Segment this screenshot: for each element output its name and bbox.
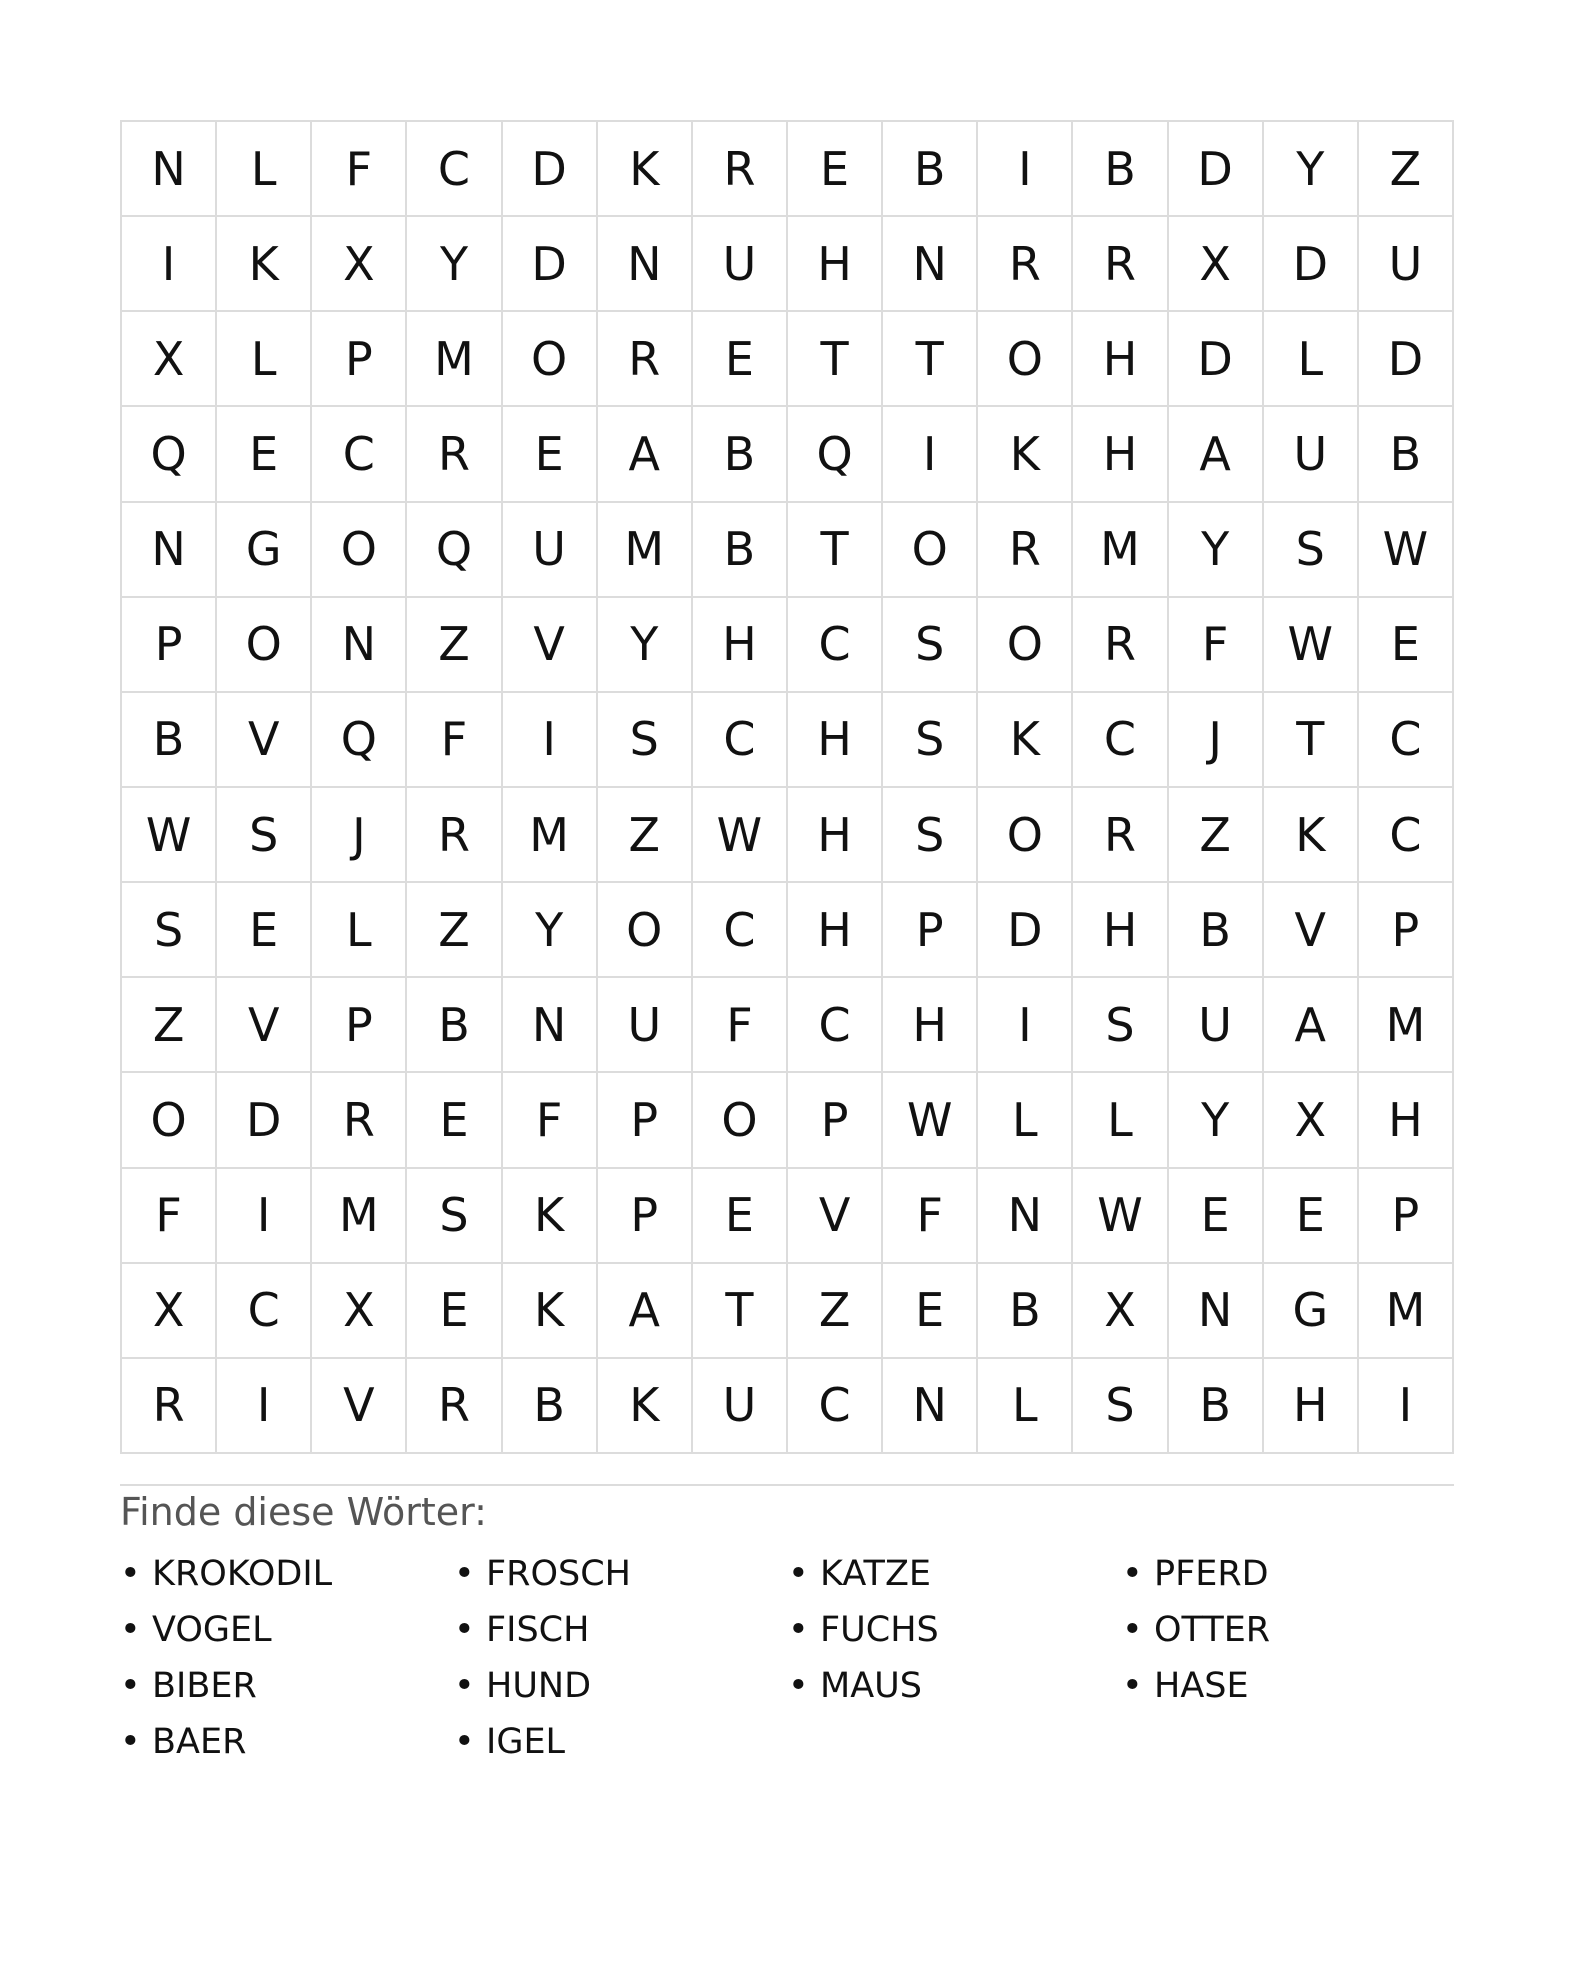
grid-cell[interactable]: H: [788, 883, 883, 978]
grid-cell[interactable]: D: [503, 217, 598, 312]
grid-cell[interactable]: D: [1264, 217, 1359, 312]
grid-cell[interactable]: X: [122, 1264, 217, 1359]
grid-cell[interactable]: I: [978, 978, 1073, 1073]
grid-cell[interactable]: B: [1169, 1359, 1264, 1454]
grid-cell[interactable]: I: [978, 122, 1073, 217]
word-list-item: [1122, 1602, 1456, 1658]
grid-cell[interactable]: U: [1359, 217, 1454, 312]
word-list-heading: Finde diese Wörter:: [120, 1490, 487, 1534]
grid-cell[interactable]: C: [788, 598, 883, 693]
grid-cell[interactable]: O: [503, 312, 598, 407]
word-list-item: [120, 1658, 454, 1714]
word-label: VOGEL: [152, 1610, 272, 1650]
word-label: IGEL: [486, 1722, 566, 1762]
grid-cell[interactable]: N: [312, 598, 407, 693]
grid-cell[interactable]: R: [1073, 217, 1168, 312]
grid-cell[interactable]: D: [503, 122, 598, 217]
grid-cell[interactable]: W: [1073, 1169, 1168, 1264]
grid-cell[interactable]: W: [122, 788, 217, 883]
grid-cell[interactable]: O: [122, 1073, 217, 1168]
grid-cell[interactable]: H: [788, 693, 883, 788]
grid-cell[interactable]: I: [1359, 1359, 1454, 1454]
grid-cell[interactable]: V: [503, 598, 598, 693]
grid-cell[interactable]: P: [788, 1073, 883, 1168]
grid-cell[interactable]: C: [217, 1264, 312, 1359]
grid-cell[interactable]: B: [978, 1264, 1073, 1359]
grid-cell[interactable]: K: [503, 1264, 598, 1359]
grid-cell[interactable]: V: [788, 1169, 883, 1264]
word-list-item: [788, 1546, 1122, 1602]
grid-cell[interactable]: Z: [598, 788, 693, 883]
word-label: PFERD: [1154, 1554, 1269, 1594]
grid-cell[interactable]: S: [883, 598, 978, 693]
grid-cell[interactable]: C: [312, 407, 407, 502]
grid-cell[interactable]: K: [598, 122, 693, 217]
word-label: FISCH: [486, 1610, 590, 1650]
grid-cell[interactable]: D: [1169, 312, 1264, 407]
grid-cell[interactable]: F: [122, 1169, 217, 1264]
grid-cell[interactable]: G: [217, 503, 312, 598]
bullet-icon: •: [788, 1554, 809, 1594]
word-list-item: [454, 1546, 788, 1602]
grid-cell[interactable]: Z: [407, 598, 502, 693]
word-list-item: [1122, 1658, 1456, 1714]
grid-cell[interactable]: V: [217, 693, 312, 788]
grid-cell[interactable]: E: [407, 1264, 502, 1359]
grid-cell[interactable]: N: [122, 503, 217, 598]
grid-cell[interactable]: Q: [407, 503, 502, 598]
grid-cell[interactable]: S: [1073, 1359, 1168, 1454]
word-list-item: [454, 1714, 788, 1770]
word-label: BAER: [152, 1722, 247, 1762]
grid-cell[interactable]: M: [1359, 1264, 1454, 1359]
grid-cell[interactable]: N: [978, 1169, 1073, 1264]
grid-cell[interactable]: R: [1073, 598, 1168, 693]
word-label: BIBER: [152, 1666, 257, 1706]
grid-cell[interactable]: O: [978, 788, 1073, 883]
bullet-icon: •: [788, 1666, 809, 1706]
word-list-item: [788, 1658, 1122, 1714]
grid-cell[interactable]: C: [693, 883, 788, 978]
grid-cell[interactable]: S: [883, 788, 978, 883]
grid-cell[interactable]: P: [1359, 883, 1454, 978]
grid-cell[interactable]: W: [1359, 503, 1454, 598]
grid-cell[interactable]: S: [883, 693, 978, 788]
grid-cell[interactable]: T: [788, 503, 883, 598]
grid-cell[interactable]: K: [978, 693, 1073, 788]
grid-cell[interactable]: O: [598, 883, 693, 978]
grid-cell[interactable]: Y: [503, 883, 598, 978]
grid-cell[interactable]: E: [217, 407, 312, 502]
word-label: MAUS: [820, 1666, 922, 1706]
grid-cell[interactable]: Y: [598, 598, 693, 693]
grid-cell[interactable]: C: [693, 693, 788, 788]
grid-cell[interactable]: U: [503, 503, 598, 598]
grid-cell[interactable]: L: [312, 883, 407, 978]
grid-cell[interactable]: F: [407, 693, 502, 788]
grid-cell[interactable]: F: [312, 122, 407, 217]
grid-cell[interactable]: S: [407, 1169, 502, 1264]
grid-cell[interactable]: B: [693, 407, 788, 502]
bullet-icon: •: [454, 1666, 475, 1706]
grid-cell[interactable]: I: [122, 217, 217, 312]
grid-cell[interactable]: L: [217, 312, 312, 407]
grid-cell[interactable]: H: [1073, 312, 1168, 407]
grid-cell[interactable]: R: [407, 1359, 502, 1454]
bullet-icon: •: [1122, 1666, 1143, 1706]
grid-cell[interactable]: L: [217, 122, 312, 217]
grid-cell[interactable]: E: [217, 883, 312, 978]
grid-cell[interactable]: X: [122, 312, 217, 407]
grid-cell[interactable]: B: [1073, 122, 1168, 217]
grid-cell[interactable]: N: [598, 217, 693, 312]
bullet-icon: •: [120, 1666, 141, 1706]
grid-cell[interactable]: R: [978, 503, 1073, 598]
word-label: HUND: [486, 1666, 592, 1706]
grid-cell[interactable]: P: [312, 312, 407, 407]
word-list-item: [788, 1602, 1122, 1658]
grid-cell[interactable]: C: [788, 1359, 883, 1454]
grid-cell[interactable]: I: [217, 1359, 312, 1454]
grid-cell[interactable]: R: [122, 1359, 217, 1454]
bullet-icon: •: [454, 1722, 475, 1762]
grid-cell[interactable]: E: [1359, 598, 1454, 693]
grid-cell[interactable]: H: [1359, 1073, 1454, 1168]
grid-cell[interactable]: N: [1169, 1264, 1264, 1359]
grid-cell[interactable]: P: [1359, 1169, 1454, 1264]
grid-cell[interactable]: E: [788, 122, 883, 217]
word-list-item: [120, 1714, 454, 1770]
grid-cell[interactable]: P: [312, 978, 407, 1073]
grid-cell[interactable]: M: [503, 788, 598, 883]
bullet-icon: •: [120, 1554, 141, 1594]
grid-cell[interactable]: K: [1264, 788, 1359, 883]
grid-cell[interactable]: D: [978, 883, 1073, 978]
grid-cell[interactable]: E: [693, 312, 788, 407]
grid-cell[interactable]: I: [217, 1169, 312, 1264]
bullet-icon: •: [1122, 1610, 1143, 1650]
grid-cell[interactable]: Z: [1359, 122, 1454, 217]
grid-cell[interactable]: P: [598, 1073, 693, 1168]
grid-cell[interactable]: M: [1073, 503, 1168, 598]
grid-cell[interactable]: D: [217, 1073, 312, 1168]
grid-cell[interactable]: X: [312, 1264, 407, 1359]
grid-cell[interactable]: S: [598, 693, 693, 788]
grid-cell[interactable]: C: [788, 978, 883, 1073]
grid-cell[interactable]: O: [883, 503, 978, 598]
grid-cell[interactable]: B: [503, 1359, 598, 1454]
grid-cell[interactable]: Z: [407, 883, 502, 978]
grid-cell[interactable]: Y: [407, 217, 502, 312]
grid-cell[interactable]: M: [312, 1169, 407, 1264]
grid-cell[interactable]: F: [503, 1073, 598, 1168]
grid-cell[interactable]: M: [598, 503, 693, 598]
grid-cell[interactable]: G: [1264, 1264, 1359, 1359]
grid-cell[interactable]: P: [883, 883, 978, 978]
grid-cell[interactable]: E: [1264, 1169, 1359, 1264]
word-label: KROKODIL: [152, 1554, 333, 1594]
grid-cell[interactable]: F: [883, 1169, 978, 1264]
grid-cell[interactable]: E: [503, 407, 598, 502]
grid-cell[interactable]: I: [883, 407, 978, 502]
grid-cell[interactable]: H: [1073, 883, 1168, 978]
grid-cell[interactable]: D: [1169, 122, 1264, 217]
bullet-icon: •: [788, 1610, 809, 1650]
bullet-icon: •: [120, 1722, 141, 1762]
bullet-icon: •: [1122, 1554, 1143, 1594]
grid-cell[interactable]: L: [1073, 1073, 1168, 1168]
grid-cell[interactable]: A: [598, 407, 693, 502]
grid-cell[interactable]: W: [1264, 598, 1359, 693]
bullet-icon: •: [454, 1610, 475, 1650]
grid-cell[interactable]: H: [788, 788, 883, 883]
grid-cell[interactable]: H: [1264, 1359, 1359, 1454]
grid-cell[interactable]: L: [1264, 312, 1359, 407]
grid-cell[interactable]: K: [598, 1359, 693, 1454]
word-label: FUCHS: [820, 1610, 939, 1650]
grid-cell[interactable]: N: [883, 217, 978, 312]
grid-cell[interactable]: X: [1264, 1073, 1359, 1168]
grid-cell[interactable]: V: [312, 1359, 407, 1454]
grid-cell[interactable]: R: [978, 217, 1073, 312]
grid-cell[interactable]: Y: [1169, 503, 1264, 598]
grid-cell[interactable]: Q: [788, 407, 883, 502]
grid-cell[interactable]: A: [1169, 407, 1264, 502]
grid-cell[interactable]: S: [217, 788, 312, 883]
grid-cell[interactable]: T: [1264, 693, 1359, 788]
grid-cell[interactable]: B: [883, 122, 978, 217]
grid-cell[interactable]: N: [122, 122, 217, 217]
grid-cell[interactable]: C: [1359, 788, 1454, 883]
grid-cell[interactable]: U: [598, 978, 693, 1073]
grid-cell[interactable]: K: [217, 217, 312, 312]
grid-cell[interactable]: Z: [788, 1264, 883, 1359]
grid-cell[interactable]: O: [978, 312, 1073, 407]
grid-cell[interactable]: R: [693, 122, 788, 217]
word-label: KATZE: [820, 1554, 932, 1594]
grid-cell[interactable]: O: [217, 598, 312, 693]
grid-cell[interactable]: S: [1073, 978, 1168, 1073]
grid-cell[interactable]: T: [788, 312, 883, 407]
grid-cell[interactable]: Z: [1169, 788, 1264, 883]
grid-cell[interactable]: H: [693, 598, 788, 693]
grid-cell[interactable]: L: [978, 1073, 1073, 1168]
grid-cell[interactable]: W: [693, 788, 788, 883]
word-list-item: [454, 1602, 788, 1658]
grid-cell[interactable]: W: [883, 1073, 978, 1168]
grid-cell[interactable]: R: [598, 312, 693, 407]
letter-grid: [120, 120, 1454, 1454]
grid-cell[interactable]: Y: [1264, 122, 1359, 217]
grid-cell[interactable]: E: [407, 1073, 502, 1168]
grid-cell[interactable]: X: [1169, 217, 1264, 312]
grid-cell[interactable]: P: [122, 598, 217, 693]
grid-cell[interactable]: B: [407, 978, 502, 1073]
grid-cell[interactable]: A: [1264, 978, 1359, 1073]
grid-cell[interactable]: M: [407, 312, 502, 407]
grid-cell[interactable]: S: [1264, 503, 1359, 598]
divider: [120, 1484, 1454, 1486]
word-list-item: [1122, 1546, 1456, 1602]
grid-cell[interactable]: O: [312, 503, 407, 598]
grid-cell[interactable]: U: [1264, 407, 1359, 502]
grid-cell[interactable]: M: [1359, 978, 1454, 1073]
grid-cell[interactable]: C: [1359, 693, 1454, 788]
grid-cell[interactable]: E: [883, 1264, 978, 1359]
word-list-item: [120, 1546, 454, 1602]
grid-cell[interactable]: I: [503, 693, 598, 788]
grid-cell[interactable]: E: [1169, 1169, 1264, 1264]
grid-cell[interactable]: V: [1264, 883, 1359, 978]
grid-cell[interactable]: D: [1359, 312, 1454, 407]
word-label: OTTER: [1154, 1610, 1271, 1650]
grid-cell[interactable]: C: [407, 122, 502, 217]
grid-cell[interactable]: B: [1359, 407, 1454, 502]
grid-cell[interactable]: O: [693, 1073, 788, 1168]
grid-cell[interactable]: U: [693, 1359, 788, 1454]
grid-cell[interactable]: Q: [312, 693, 407, 788]
grid-cell[interactable]: V: [217, 978, 312, 1073]
grid-cell[interactable]: X: [312, 217, 407, 312]
grid-cell[interactable]: T: [693, 1264, 788, 1359]
grid-cell[interactable]: H: [883, 978, 978, 1073]
word-list: [120, 1546, 1454, 1770]
grid-cell[interactable]: N: [503, 978, 598, 1073]
grid-cell[interactable]: O: [978, 598, 1073, 693]
bullet-icon: •: [454, 1554, 475, 1594]
grid-cell[interactable]: X: [1073, 1264, 1168, 1359]
grid-cell[interactable]: J: [1169, 693, 1264, 788]
word-list-item: [454, 1658, 788, 1714]
grid-cell[interactable]: B: [693, 503, 788, 598]
word-label: HASE: [1154, 1666, 1249, 1706]
bullet-icon: •: [120, 1610, 141, 1650]
grid-cell[interactable]: Q: [122, 407, 217, 502]
grid-cell[interactable]: B: [122, 693, 217, 788]
grid-cell[interactable]: K: [978, 407, 1073, 502]
word-list-item: [120, 1602, 454, 1658]
grid-cell[interactable]: H: [788, 217, 883, 312]
grid-cell[interactable]: F: [693, 978, 788, 1073]
grid-cell[interactable]: B: [1169, 883, 1264, 978]
grid-cell[interactable]: S: [122, 883, 217, 978]
word-label: FROSCH: [486, 1554, 631, 1594]
grid-cell[interactable]: L: [978, 1359, 1073, 1454]
grid-cell[interactable]: U: [693, 217, 788, 312]
grid-cell[interactable]: R: [312, 1073, 407, 1168]
grid-cell[interactable]: R: [407, 788, 502, 883]
grid-cell[interactable]: C: [1073, 693, 1168, 788]
grid-cell[interactable]: H: [1073, 407, 1168, 502]
grid-cell[interactable]: T: [883, 312, 978, 407]
grid-cell[interactable]: R: [407, 407, 502, 502]
grid-cell[interactable]: E: [693, 1169, 788, 1264]
grid-cell[interactable]: N: [883, 1359, 978, 1454]
grid-cell[interactable]: R: [1073, 788, 1168, 883]
grid-cell[interactable]: F: [1169, 598, 1264, 693]
grid-cell[interactable]: K: [503, 1169, 598, 1264]
grid-cell[interactable]: A: [598, 1264, 693, 1359]
grid-cell[interactable]: U: [1169, 978, 1264, 1073]
grid-cell[interactable]: Y: [1169, 1073, 1264, 1168]
grid-cell[interactable]: J: [312, 788, 407, 883]
grid-cell[interactable]: Z: [122, 978, 217, 1073]
grid-cell[interactable]: P: [598, 1169, 693, 1264]
